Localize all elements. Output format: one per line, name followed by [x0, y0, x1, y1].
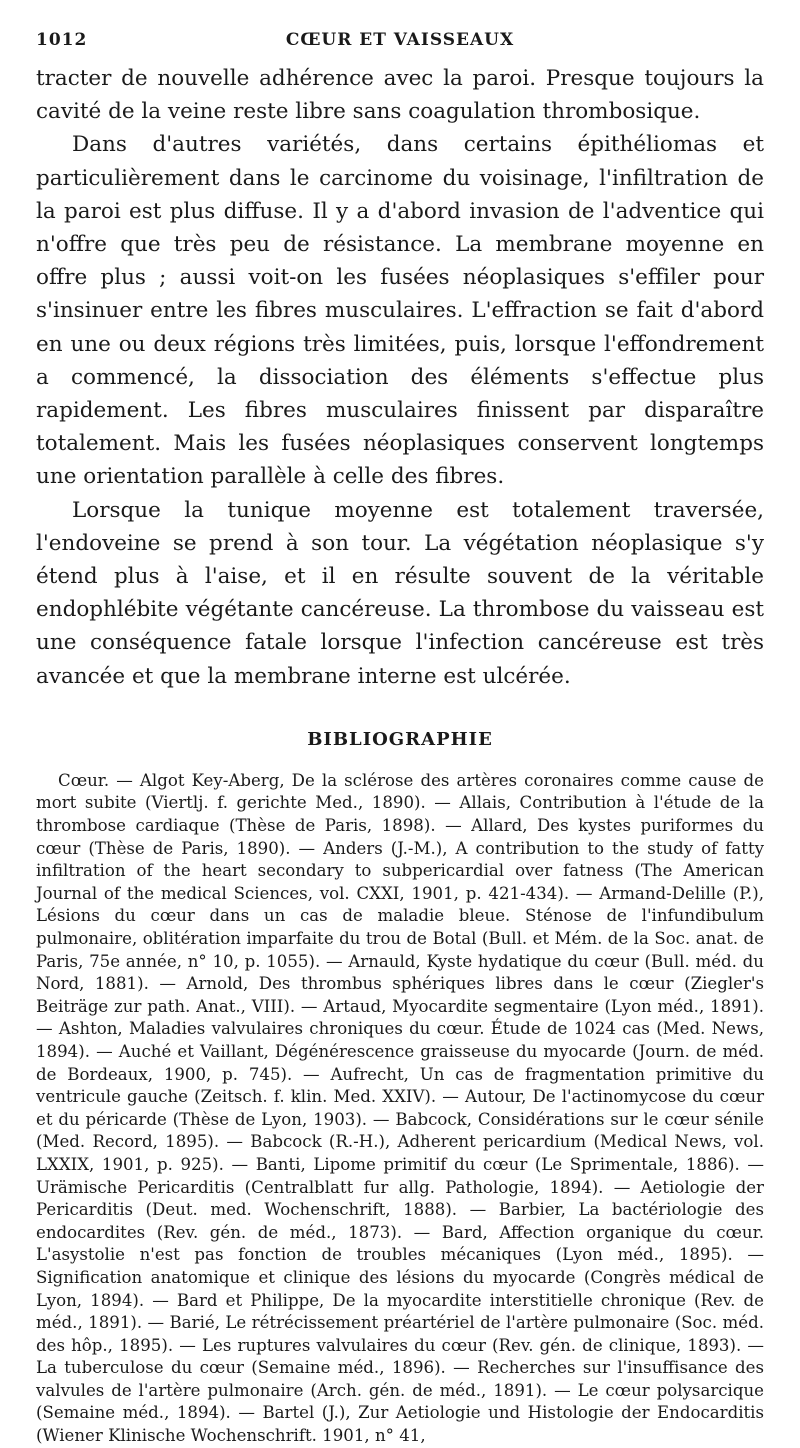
- paragraph: tracter de nouvelle adhérence avec la paroi. Presque toujours la cavité de la veine reste libre sans coagulation thrombosique.: [36, 66, 764, 125]
- bibliography-title: BIBLIOGRAPHIE: [307, 728, 493, 750]
- bibliography-text: [36, 770, 764, 1448]
- body-text: [36, 62, 764, 693]
- running-title: CŒUR ET VAISSEAUX: [285, 30, 515, 50]
- page-number: 1012: [36, 30, 88, 50]
- bibliography-paragraph: Cœur. — Algot Key-Aberg, De la sclérose des artères coronaires comme cause de mort subite (Viertlj. f. gerichte Med., 1890). — Allais, Contribution à l'étude de la thrombose cardiaque (Thèse de Paris, 1898). — Allard, Des kystes puriformes du cœur (Thèse de Paris, 1890). — Anders (J.-M.), A contribution to the study of fatty infiltration of the heart secondary to subpericardial over fatness (The American Journal of the medical Sciences, vol. CXXI, 1901, p. 421-434). — Armand-Delille (P.), Lésions du cœur dans un cas de maladie bleue. Sténose de l'infundibulum pulmonaire, oblitération imparfaite du trou de Botal (Bull. et Mém. de la Soc. anat. de Paris, 75e année, n° 10, p. 1055). — Arnauld, Kyste hydatique du cœur (Bull. méd. du Nord, 1881). — Arnold, Des thrombus sphériques libres dans le cœur (Ziegler's Beiträge zur path. Anat., VIII). — Artaud, Myocardite segmentaire (Lyon méd., 1891). — Ashton, Maladies valvulaires chroniques du cœur. Étude de 1024 cas (Med. News, 1894). — Auché et Vaillant, Dégénérescence graisseuse du myocarde (Journ. de méd. de Bordeaux, 1900, p. 745). — Aufrecht, Un cas de fragmentation primitive du ventricule gauche (Zeitsch. f. klin. Med. XXIV). — Autour, De l'actinomycose du cœur et du péricarde (Thèse de Lyon, 1903). — Babcock, Considérations sur le cœur sénile (Med. Record, 1895). — Babcock (R.-H.), Adherent pericardium (Medical News, vol. LXXIX, 1901, p. 925). — Banti, Lipome primitif du cœur (Le Sprimentale, 1886). — Urämische Pericarditis (Centralblatt fur allg. Pathologie, 1894). — Aetiologie der Pericarditis (Deut. med. Wochenschrift, 1888). — Barbier, La bactériologie des endocardites (Rev. gén. de méd., 1873). — Bard, Affection organique du cœur. L'asystolie n'est pas fonction de troubles mécaniques (Lyon méd., 1895). — Signification anatomique et clinique des lésions du myocarde (Congrès médical de Lyon, 1894). — Bard et Philippe, De la myocardite interstitielle chronique (Rev. de méd., 1891). — Barié, Le rétrécissement préartériel de l'artère pulmonaire (Soc. méd. des hôp., 1895). — Les ruptures valvulaires du cœur (Rev. gén. de clinique, 1893). — La tuberculose du cœur (Semaine méd., 1896). — Recherches sur l'insuffisance des valvules de l'artère pulmonaire (Arch. gén. de méd., 1891). — Le cœur polysarcique (Semaine méd., 1894). — Bartel (J.), Zur Aetiologie und Histologie der Endocarditis (Wiener Klinische Wochenschrift. 1901, n° 41,: [36, 770, 764, 1446]
- paragraph: Lorsque la tunique moyenne est totalement traversée, l'endoveine se prend à son tour. La végétation néoplasique s'y étend plus à l'aise, et il en résulte souvent de la véritable endophlébite végétante cancéreuse. La thrombose du vaisseau est une conséquence fatale lorsque l'infection cancéreuse est très avancée et que la membrane interne est ulcérée.: [36, 497, 764, 689]
- page-header: [36, 24, 764, 60]
- paragraph: Dans d'autres variétés, dans certains épithéliomas et particulièrement dans le carcinome du voisinage, l'infiltration de la paroi est plus diffuse. Il y a d'abord invasion de l'adventice qui n'offre que très peu de résistance. La membrane moyenne en offre plus ; aussi voit-on les fusées néoplasiques s'effiler pour s'insinuer entre les fibres musculaires. L'effraction se fait d'abord en une ou deux régions très limitées, puis, lorsque l'effondrement a commencé, la dissociation des éléments s'effectue plus rapidement. Les fibres musculaires finissent par disparaître totalement. Mais les fusées néoplasiques conservent longtemps une orientation parallèle à celle des fibres.: [36, 132, 764, 490]
